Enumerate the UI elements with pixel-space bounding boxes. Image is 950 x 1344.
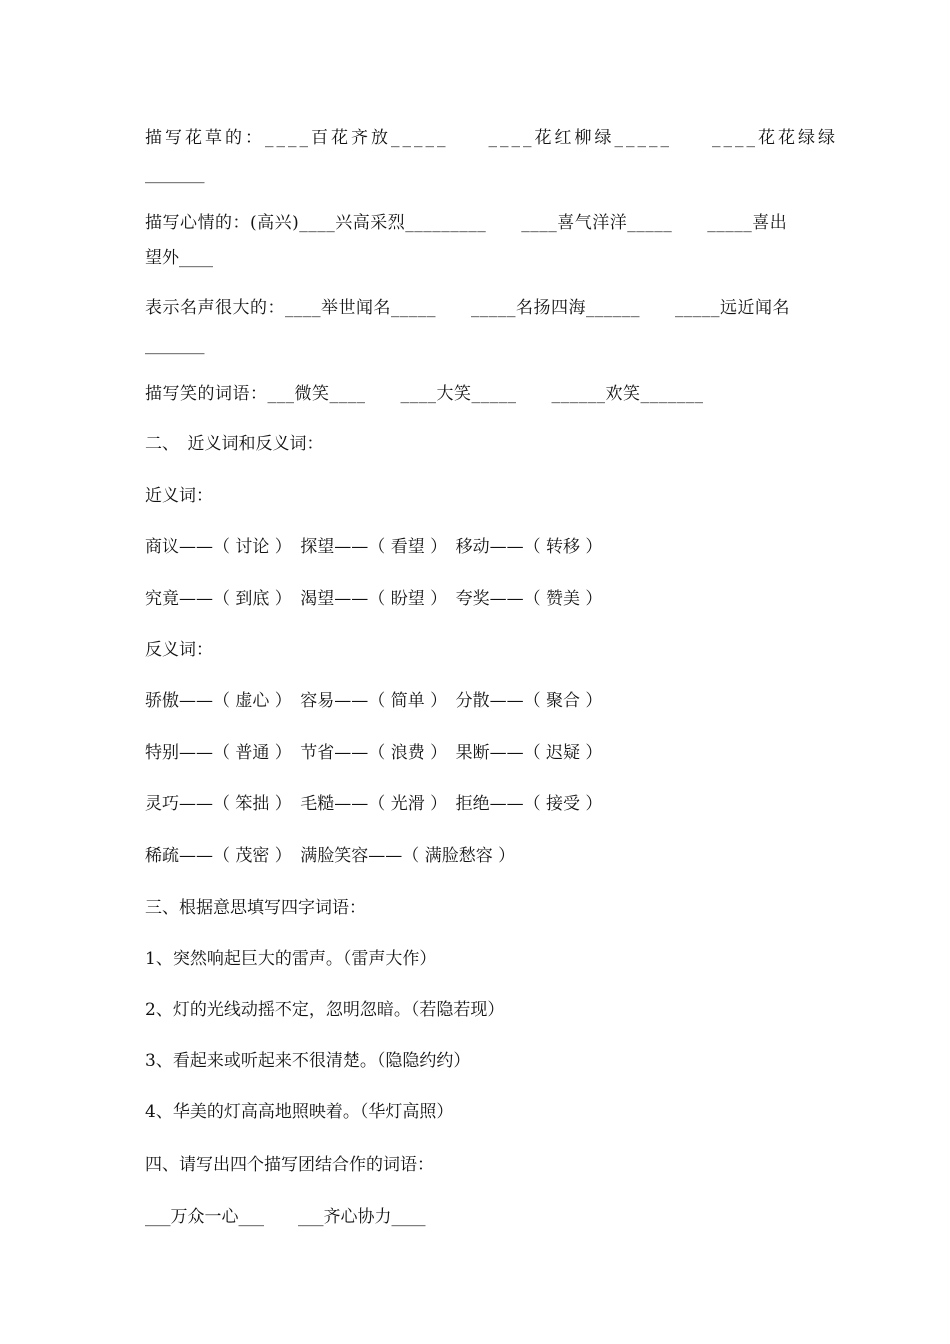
antonym-row: 骄傲——（ 虚心 ） 容易——（ 简单 ） 分散——（ 聚合 ） <box>145 691 603 711</box>
section-2-heading: 二、 近义词和反义词： <box>145 434 324 454</box>
section-4-answer: ___万众一心___ ___齐心协力____ <box>145 1207 426 1227</box>
antonym-row: 灵巧——（ 笨拙 ） 毛糙——（ 光滑 ） 拒绝——（ 接受 ） <box>145 794 603 814</box>
section-4-heading: 四、请写出四个描写团结合作的词语： <box>145 1155 434 1175</box>
flowers-line-2: _______ <box>145 164 205 184</box>
section-3-item: 2、灯的光线动摇不定，忽明忽暗。（若隐若现） <box>145 1000 505 1020</box>
section-3-heading: 三、根据意思填写四字词语： <box>145 898 366 918</box>
synonym-row: 究竟——（ 到底 ） 渴望——（ 盼望 ） 夸奖——（ 赞美 ） <box>145 589 603 609</box>
synonyms-label: 近义词： <box>145 486 213 506</box>
fame-line-2: _______ <box>145 335 205 355</box>
fame-line-1: 表示名声很大的：____举世闻名_____ _____名扬四海______ _____远近闻名 <box>145 298 790 318</box>
flowers-line-1: 描写花草的：____百花齐放_____ ____花红柳绿_____ ____花花绿绿 <box>145 128 838 148</box>
antonym-row: 特别——（ 普通 ） 节省——（ 浪费 ） 果断——（ 迟疑 ） <box>145 743 603 763</box>
section-3-item: 4、华美的灯高高地照映着。（华灯高照） <box>145 1102 454 1122</box>
section-3-item: 3、看起来或听起来不很清楚。（隐隐约约） <box>145 1051 471 1071</box>
smile-line: 描写笑的词语：___微笑____ ____大笑_____ ______欢笑_______ <box>145 384 704 404</box>
synonym-row: 商议——（ 讨论 ） 探望——（ 看望 ） 移动——（ 转移 ） <box>145 537 603 557</box>
mood-line-2: 望外____ <box>145 248 213 268</box>
antonym-row: 稀疏——（ 茂密 ） 满脸笑容——（ 满脸愁容 ） <box>145 846 516 866</box>
antonyms-label: 反义词： <box>145 640 213 660</box>
mood-line-1: 描写心情的：(高兴)____兴高采烈_________ ____喜气洋洋_____ _____喜出 <box>145 213 788 233</box>
section-3-item: 1、突然响起巨大的雷声。（雷声大作） <box>145 949 437 969</box>
